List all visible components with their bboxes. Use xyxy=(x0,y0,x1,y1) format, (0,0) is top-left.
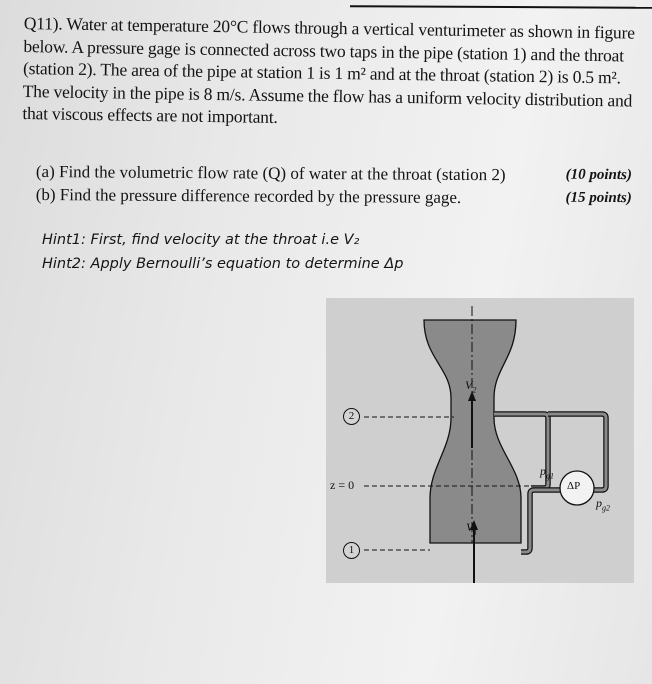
pg2-label: $p_{g2}$ xyxy=(596,496,610,513)
hint-1: Hint1: First, find velocity at the throat i.e V₂ xyxy=(42,232,360,248)
tube-lower xyxy=(521,490,566,552)
v2-label: $V_2$ xyxy=(465,378,477,395)
gage-label: ΔP xyxy=(567,480,581,492)
question-parts xyxy=(36,160,636,210)
datum-label: z = 0 xyxy=(330,478,355,492)
top-rule xyxy=(350,5,652,9)
problem-text: Water at temperature 20°C flows through a vertical venturimeter as shown in figure below. A pressure gage is connected across two taps in the pipe (station 1) and the throat (station 2). The area of the pipe at station 1 is 1 m² and at the throat (station 2) is 0.5 m². The velocity in the pipe is 8 m/s. Assume the flow has a uniform velocity distribution and that viscous effects are not important. xyxy=(22,13,635,127)
part-b-points: (15 points) xyxy=(565,189,632,207)
problem-number: Q11). xyxy=(23,12,63,34)
part-b-label: (b) Find the pressure difference recorded by the pressure gage. xyxy=(35,184,462,207)
venturimeter-diagram xyxy=(326,298,634,583)
station-2-marker: 2 xyxy=(343,408,360,425)
problem-statement xyxy=(22,12,636,134)
pg1-label: $p_{g1}$ xyxy=(540,464,554,481)
part-b xyxy=(36,183,636,210)
hints xyxy=(42,228,403,276)
part-a-label: (a) Find the volumetric flow rate (Q) of water at the throat (station 2) xyxy=(35,161,506,185)
v1-label: $V_1$ xyxy=(466,520,478,537)
station-1-marker: 1 xyxy=(343,542,360,559)
venturimeter-figure xyxy=(326,298,634,583)
part-a-points: (10 points) xyxy=(565,166,632,184)
hint-2: Hint2: Apply Bernoulli’s equation to determine Δp xyxy=(42,256,404,272)
